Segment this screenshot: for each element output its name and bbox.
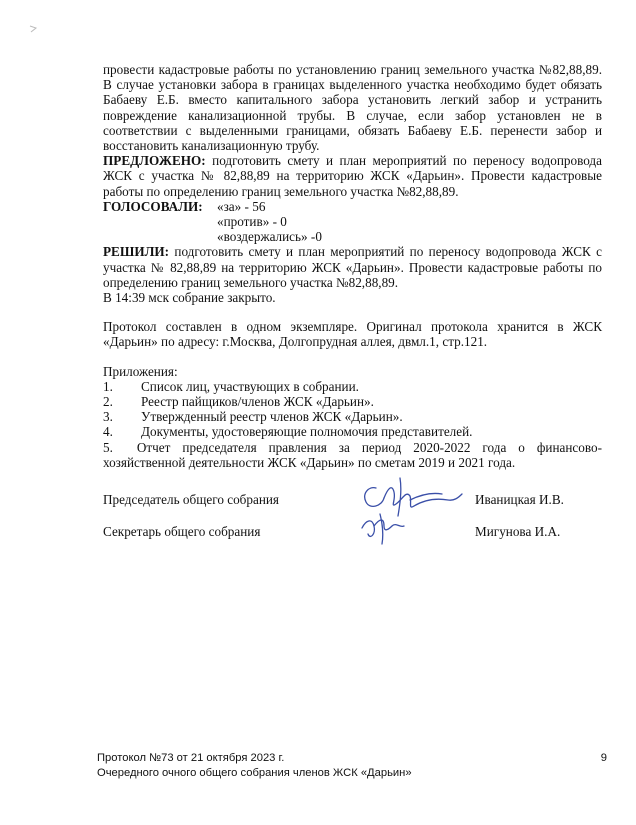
- handwritten-signature: [340, 470, 470, 555]
- footer-meeting-line: Очередного очного общего собрания членов ЖСК «Дарьин»: [97, 767, 412, 779]
- paragraph-cadastral: провести кадастровые работы по установлению границ земельного участка №82,88,89. В случае установки забора в границах выделенного участка необходимо будет обязать Бабаеву Е.Б. вместо капитального забора установить легкий забор и устранить повреждение канализационной трубы. В случае, если забор установлен не в соответствии с выделенными границами, обязать Бабаеву Е.Б. перенести забор и восстановить канализационную трубу.: [103, 62, 602, 154]
- footer-protocol-line: Протокол №73 от 21 октября 2023 г.: [97, 752, 285, 764]
- vote-for: «за» - 56: [217, 198, 266, 214]
- list-item: 3. Утвержденный реестр членов ЖСК «Дарьин».: [103, 409, 403, 425]
- decided-block: [103, 244, 602, 290]
- list-item: 1. Список лиц, участвующих в собрании.: [103, 378, 359, 394]
- appendices-title: Приложения:: [103, 363, 178, 379]
- secretary-name: Мигунова И.А.: [475, 524, 561, 539]
- chair-role: Председатель общего собрания: [103, 492, 279, 507]
- list-item: 4. Документы, удостоверяющие полномочия представителей.: [103, 424, 473, 440]
- closing-statement: В 14:39 мск собрание закрыто.: [103, 290, 276, 305]
- vote-abstained: «воздержались» -0: [217, 229, 322, 245]
- voting-label: ГОЛОСОВАЛИ:: [103, 198, 203, 214]
- proposed-text: подготовить смету и план мероприятий по переносу водопровода ЖСК с участка № 82,88,89 на территорию ЖСК «Дарьин». Провести кадастровые работы по определению границ земельного участка №82,88,89.: [103, 153, 602, 199]
- list-item: 2. Реестр пайщиков/членов ЖСК «Дарьин».: [103, 394, 374, 410]
- protocol-note: Протокол составлен в одном экземпляре. Оригинал протокола хранится в ЖСК «Дарьин» по адресу: г.Москва, Долгопрудная аллея, двмл.1, стр.121.: [103, 319, 602, 350]
- decided-text: подготовить смету и план мероприятий по переносу водопровода ЖСК с участка № 82,88,89 на территорию ЖСК «Дарьин». Провести кадастровые работы по определению границ земельного участка №82,88,89.: [103, 244, 602, 290]
- appendices-list: [103, 379, 602, 440]
- proposed-block: [103, 153, 602, 199]
- page-footer: [97, 751, 607, 781]
- closing-section: [103, 290, 602, 470]
- appendix-item-5: 5. Отчет председателя правления за период 2020-2022 года о финансово-хозяйственной деятельности ЖСК «Дарьин» по сметам 2019 и 2021 года.: [103, 439, 602, 470]
- body-text: [103, 62, 602, 290]
- voting-block: [103, 199, 602, 245]
- corner-mark: [28, 24, 38, 34]
- decided-label: РЕШИЛИ:: [103, 244, 170, 260]
- secretary-role: Секретарь общего собрания: [103, 524, 261, 539]
- vote-against: «против» - 0: [217, 214, 287, 230]
- proposed-label: ПРЕДЛОЖЕНО:: [103, 153, 206, 169]
- chair-name: Иваницкая И.В.: [475, 492, 564, 507]
- page-number: 9: [600, 752, 607, 764]
